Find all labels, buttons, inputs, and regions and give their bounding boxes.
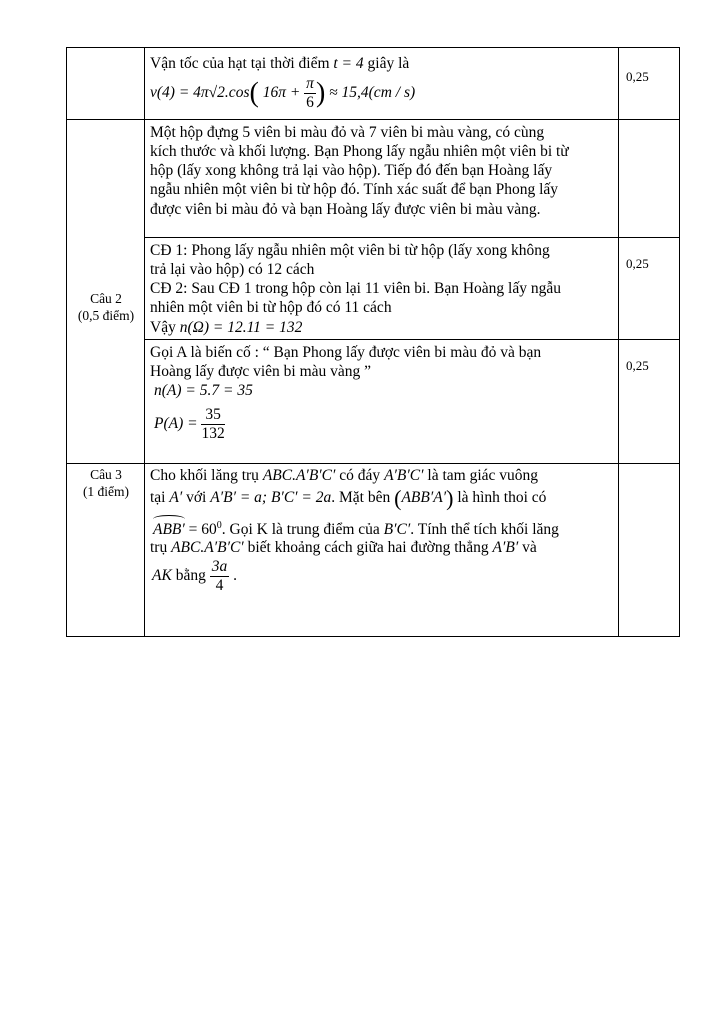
step-2-line: nhiên một viên bi từ hộp đó có 11 cách (150, 299, 392, 316)
velocity-formula: v(4) = 4π√2.cos( 16π + $\frac{\pi}{6}$ ) ≈ 15,4(cm / s) (150, 74, 416, 111)
event-definition-line: Gọi A là biến cố : “ Bạn Phong lấy được viên bi màu đỏ và bạn (150, 344, 542, 361)
question-2-problem-line: được viên bi màu đỏ và bạn Hoàng lấy được viên bi màu vàng. (150, 201, 541, 218)
velocity-intro: Vận tốc của hạt tại thời điểm t = 4 giây là (150, 55, 410, 72)
column-divider (144, 47, 145, 637)
event-count-formula: n(A) = 5.7 = 35 (154, 382, 253, 399)
score-event: 0,25 (626, 358, 649, 373)
question-3-line-4: trụ ABC.A′B′C′ biết khoảng cách giữa hai đường thẳng A′B′ và (150, 539, 537, 556)
question-2-problem-line: ngẫu nhiên một viên bi từ hộp đó. Tính xác suất để bạn Phong lấy (150, 181, 559, 198)
table-border-top (66, 47, 680, 48)
event-definition-line: Hoàng lấy được viên bi màu vàng ” (150, 363, 372, 380)
column-divider (618, 47, 619, 637)
table-border-right (679, 47, 680, 637)
question-2-problem-line: kích thước và khối lượng. Bạn Phong lấy ngẫu nhiên một viên bi từ (150, 143, 569, 160)
row-divider (144, 339, 680, 340)
row-divider (144, 237, 619, 238)
score-step: 0,25 (626, 256, 649, 271)
row-divider (66, 463, 680, 464)
probability-formula: P(A) = $\frac{35}{132}$ (154, 405, 225, 442)
question-3-line-1: Cho khối lăng trụ ABC.A′B′C′ có đáy A′B′C′ là tam giác vuông (150, 467, 539, 484)
row-divider (619, 237, 680, 238)
question-3-line-2: tại A′ với A′B′ = a; B′C′ = 2a. Mặt bên (ABB′A′) là hình thoi có (150, 485, 547, 511)
question-2-problem-line: Một hộp đựng 5 viên bi màu đỏ và 7 viên bi màu vàng, có cùng (150, 124, 545, 141)
question-2-problem-line: hộp (lấy xong không trả lại vào hộp). Tiếp đó đến bạn Hoàng lấy (150, 162, 553, 179)
question-3-line-5: AK bằng $\frac{3a}{4}$ . (152, 557, 237, 594)
row-divider (66, 119, 680, 120)
question-3-label: Câu 3 (1 điểm) (82, 467, 130, 499)
angle-arc: ABB′ (153, 521, 185, 539)
step-1-line: trả lại vào hộp) có 12 cách (150, 261, 315, 278)
question-2-label: Câu 2 (0,5 điểm) (77, 291, 135, 323)
sample-space-formula: Vậy n(Ω) = 12.11 = 132 (150, 319, 303, 336)
table-border-left (66, 47, 67, 637)
step-1-line: CĐ 1: Phong lấy ngẫu nhiên một viên bi từ hộp (lấy xong không (150, 242, 550, 259)
table-border-bottom (66, 636, 680, 637)
step-2-line: CĐ 2: Sau CĐ 1 trong hộp còn lại 11 viên bi. Bạn Hoàng lấy ngẫu (150, 280, 561, 297)
question-3-line-3: $ABB' = 60^0$. Gọi K là trung điểm của B′C′. Tính thể tích khối lăng (153, 520, 559, 539)
score-row1: 0,25 (626, 69, 649, 84)
